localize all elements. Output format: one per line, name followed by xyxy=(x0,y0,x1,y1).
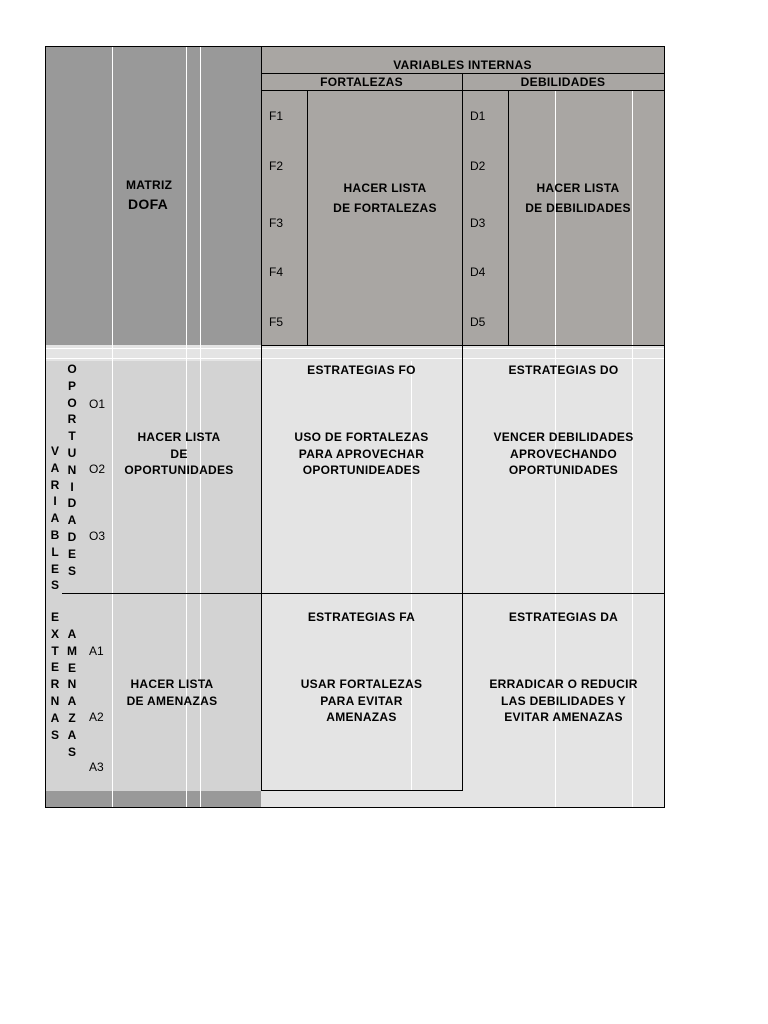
fortalezas-list: HACER LISTA DE FORTALEZAS xyxy=(333,181,437,215)
a3-id: A3 xyxy=(89,760,104,774)
footer-right-bg xyxy=(261,791,664,807)
d5-id: D5 xyxy=(470,315,486,329)
d2-id: D2 xyxy=(470,159,486,173)
oportunidades-vertical-label: O P O R T U N I D A D E S xyxy=(67,362,77,578)
d1-id: D1 xyxy=(470,109,486,123)
o3-id: O3 xyxy=(89,529,106,543)
dofa-label: DOFA xyxy=(128,196,169,212)
d4-id: D4 xyxy=(470,265,486,279)
estrategias-do-title: ESTRATEGIAS DO xyxy=(508,363,619,377)
estrategias-fo-title: ESTRATEGIAS FO xyxy=(307,363,416,377)
o2-id: O2 xyxy=(89,462,106,476)
a2-id: A2 xyxy=(89,710,104,724)
estrategias-da-title: ESTRATEGIAS DA xyxy=(508,610,619,624)
o1-id: O1 xyxy=(89,397,106,411)
f1-id: F1 xyxy=(269,109,284,123)
estrategias-fo-text: USO DE FORTALEZAS PARA APROVECHAR OPORTUNIDEADES xyxy=(294,430,429,477)
oportunidades-list: HACER LISTA DE OPORTUNIDADES xyxy=(124,430,234,477)
externas-vertical-label: E X T E R N A S xyxy=(50,610,60,742)
footer-left-bg xyxy=(46,791,261,807)
d3-id: D3 xyxy=(470,216,486,230)
debilidades-list: HACER LISTA DE DEBILIDADES xyxy=(525,181,631,215)
estrategias-do-text: VENCER DEBILIDADES APROVECHANDO OPORTUNIDADES xyxy=(493,430,634,477)
amenazas-vertical-label: A M E N A Z A S xyxy=(67,627,77,759)
estrategias-fa-title: ESTRATEGIAS FA xyxy=(307,610,416,624)
a1-id: A1 xyxy=(89,644,104,658)
f5-id: F5 xyxy=(269,315,284,329)
fortalezas-header: FORTALEZAS xyxy=(320,75,403,89)
matriz-label: MATRIZ xyxy=(126,178,173,192)
f2-id: F2 xyxy=(269,159,284,173)
amenazas-list: HACER LISTA DE AMENAZAS xyxy=(126,677,218,708)
variables-vertical-label: V A R I A B L E S xyxy=(50,444,60,593)
estrategias-da-text: ERRADICAR O REDUCIR LAS DEBILIDADES Y EVITAR AMENAZAS xyxy=(489,677,638,724)
estrategias-fa-text: USAR FORTALEZAS PARA EVITAR AMENAZAS xyxy=(300,677,423,724)
f4-id: F4 xyxy=(269,265,284,279)
variables-internas-title: VARIABLES INTERNAS xyxy=(393,58,532,72)
f3-id: F3 xyxy=(269,216,284,230)
debilidades-header: DEBILIDADES xyxy=(520,75,606,89)
